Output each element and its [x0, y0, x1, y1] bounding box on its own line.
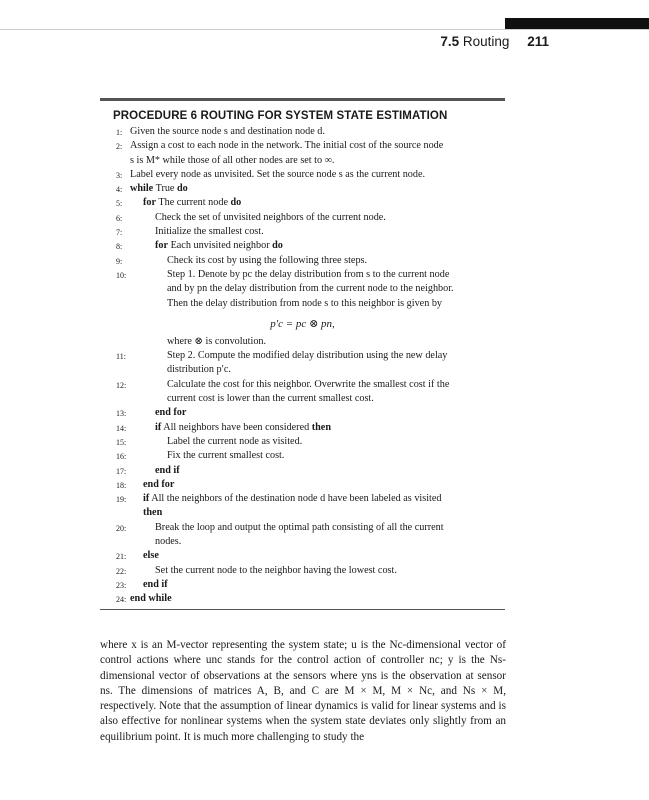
line-text	[100, 225, 487, 239]
procedure-line	[100, 449, 505, 463]
line-number: 18:	[116, 480, 127, 490]
keyword: end if	[155, 464, 180, 476]
line-text	[100, 535, 487, 549]
line-body: and by pn the delay distribution from the current node to the neighbor.	[167, 283, 454, 295]
procedure-line	[100, 335, 505, 349]
procedure-line	[100, 254, 505, 268]
line-number: 7:	[116, 228, 123, 238]
line-text	[100, 297, 487, 311]
line-body: The current node	[156, 197, 231, 209]
line-text	[100, 254, 487, 268]
line-number: 11:	[116, 352, 126, 362]
line-number: 16:	[116, 452, 127, 462]
line-number: 5:	[116, 199, 123, 209]
line-body: current cost is lower than the current smallest cost.	[167, 393, 374, 405]
section-number: 7.5	[440, 34, 460, 49]
procedure-box	[100, 98, 505, 610]
procedure-title: PROCEDURE 6 ROUTING FOR SYSTEM STATE ESTIMATION	[113, 110, 448, 122]
line-text	[100, 211, 487, 225]
procedure-line	[100, 154, 505, 168]
line-text	[100, 335, 487, 349]
procedure-line	[100, 578, 505, 592]
line-body: True	[153, 183, 178, 195]
line-text	[100, 492, 487, 506]
keyword: then	[311, 421, 331, 433]
line-text	[100, 592, 487, 606]
line-number: 3:	[116, 170, 123, 180]
procedure-line	[100, 297, 505, 311]
line-text	[100, 154, 487, 168]
line-body: Given the source node s and destination node d.	[130, 126, 325, 137]
keyword: if	[143, 493, 150, 505]
page-number: 211	[527, 34, 549, 49]
line-text	[100, 478, 487, 492]
procedure-line	[100, 378, 505, 392]
line-text	[100, 421, 487, 435]
keyword: end if	[143, 578, 168, 590]
procedure-line	[100, 521, 505, 535]
keyword: end for	[155, 407, 187, 419]
line-number: 21:	[116, 552, 127, 562]
line-body: Each unvisited neighbor	[168, 240, 273, 252]
line-text	[100, 392, 487, 406]
line-body: s is M* while those of all other nodes are set to ∞.	[130, 154, 335, 166]
line-text	[100, 182, 487, 196]
line-body: Calculate the cost for this neighbor. Overwrite the smallest cost if the	[167, 378, 450, 390]
procedure-line	[100, 435, 505, 449]
keyword: else	[143, 550, 159, 562]
procedure-line	[100, 239, 505, 253]
keyword: do	[230, 197, 242, 209]
line-body: Label every node as unvisited. Set the source node s as the current node.	[130, 168, 426, 180]
line-body: distribution p′c.	[167, 364, 231, 376]
line-number: 22:	[116, 566, 127, 576]
line-body: nodes.	[155, 536, 182, 548]
procedure-line	[100, 406, 505, 420]
line-body: Fix the current smallest cost.	[167, 450, 285, 462]
line-number: 14:	[116, 423, 127, 433]
line-text	[100, 282, 487, 296]
procedure-line	[100, 492, 505, 506]
keyword: then	[143, 507, 163, 519]
line-number: 12:	[116, 380, 127, 390]
line-text	[100, 125, 487, 139]
line-body: All neighbors have been considered	[161, 421, 312, 433]
keyword: end for	[143, 478, 175, 490]
running-header	[440, 34, 549, 49]
line-text	[100, 239, 487, 253]
line-text	[100, 168, 487, 182]
line-text	[100, 564, 487, 578]
procedure-line	[100, 392, 505, 406]
procedure-equation: p′c = pc ⊗ pn,	[270, 317, 335, 330]
procedure-line	[100, 464, 505, 478]
line-number: 13:	[116, 409, 127, 419]
header-bar-decoration	[505, 18, 649, 29]
line-number: 15:	[116, 437, 127, 447]
line-text	[100, 139, 487, 153]
procedure-line	[100, 549, 505, 563]
line-number: 10:	[116, 270, 127, 280]
keyword: do	[177, 183, 188, 195]
line-text	[100, 349, 487, 363]
line-body: Step 1. Denote by pc the delay distribution from s to the current node	[167, 268, 450, 280]
line-text	[100, 521, 487, 535]
line-body: Label the current node as visited.	[167, 435, 303, 447]
keyword: while	[130, 183, 154, 195]
line-text	[100, 449, 487, 463]
line-number: 4:	[116, 185, 123, 195]
line-number: 20:	[116, 523, 127, 533]
keyword: do	[272, 240, 283, 252]
line-body: Check its cost by using the following three steps.	[167, 254, 368, 266]
line-body: Set the current node to the neighbor having the lowest cost.	[155, 564, 397, 576]
keyword: for	[155, 240, 169, 252]
line-number: 6:	[116, 213, 123, 223]
line-body: Check the set of unvisited neighbors of the current node.	[155, 211, 386, 223]
section-title: Routing	[462, 34, 510, 49]
procedure-line	[100, 564, 505, 578]
procedure-line	[100, 182, 505, 196]
procedure-line	[100, 282, 505, 296]
procedure-line	[100, 421, 505, 435]
line-text	[100, 196, 487, 210]
keyword: for	[143, 197, 157, 209]
procedure-line	[100, 363, 505, 377]
line-number: 2:	[116, 142, 123, 152]
procedure-line	[100, 478, 505, 492]
line-number: 1:	[116, 128, 123, 137]
line-text	[100, 268, 487, 282]
line-number: 8:	[116, 242, 123, 252]
line-text	[100, 363, 487, 377]
line-body: Step 2. Compute the modified delay distribution using the new delay	[167, 350, 448, 362]
line-body: Initialize the smallest cost.	[155, 226, 264, 238]
procedure-line	[100, 125, 505, 139]
line-number: 9:	[116, 256, 123, 266]
line-body: Assign a cost to each node in the network. The initial cost of the source node	[130, 140, 444, 152]
procedure-line	[100, 168, 505, 182]
section-heading	[440, 34, 509, 49]
procedure-line	[100, 139, 505, 153]
line-text	[100, 464, 487, 478]
line-text	[100, 549, 487, 563]
line-text	[100, 578, 487, 592]
procedure-line	[100, 196, 505, 210]
header-rule	[0, 29, 649, 30]
procedure-line	[100, 349, 505, 363]
line-body: All the neighbors of the destination node d have been labeled as visited	[149, 493, 442, 505]
keyword: end while	[130, 593, 172, 605]
procedure-top-rule	[100, 98, 505, 101]
body-paragraph: where x is an M-vector representing the system state; u is the Nc-dimensional vector of control actions where unc stands for the control action of controller nc; y is the Ns-dimensional vector of observations at the sensors where yns is the observation at sensor ns. The dimensions of matrices A, B, and C are M × M, M × Nc, and Ns × M, respectively. Note that the assumption of linear dynamics is valid for linear systems and is also effective for nonlinear systems when the system state deviates only slightly from an equilibrium point. It is much more challenging to study the	[100, 639, 506, 743]
line-body: Then the delay distribution from node s to this neighbor is given by	[167, 297, 443, 309]
procedure-line	[100, 506, 505, 520]
line-body: where ⊗ is convolution.	[167, 335, 267, 347]
line-number: 23:	[116, 580, 127, 590]
line-text	[100, 506, 487, 520]
line-number: 24:	[116, 595, 127, 605]
procedure-line	[100, 225, 505, 239]
line-number: 19:	[116, 495, 127, 505]
procedure-line	[100, 211, 505, 225]
line-text	[100, 378, 487, 392]
procedure-line	[100, 268, 505, 282]
line-text	[100, 406, 487, 420]
line-body: Break the loop and output the optimal path consisting of all the current	[155, 521, 444, 533]
line-number: 17:	[116, 466, 127, 476]
line-text	[100, 435, 487, 449]
procedure-bottom-rule	[100, 609, 505, 610]
keyword: if	[155, 421, 162, 433]
procedure-line	[100, 535, 505, 549]
procedure-lines	[100, 125, 505, 607]
procedure-line	[100, 592, 505, 606]
